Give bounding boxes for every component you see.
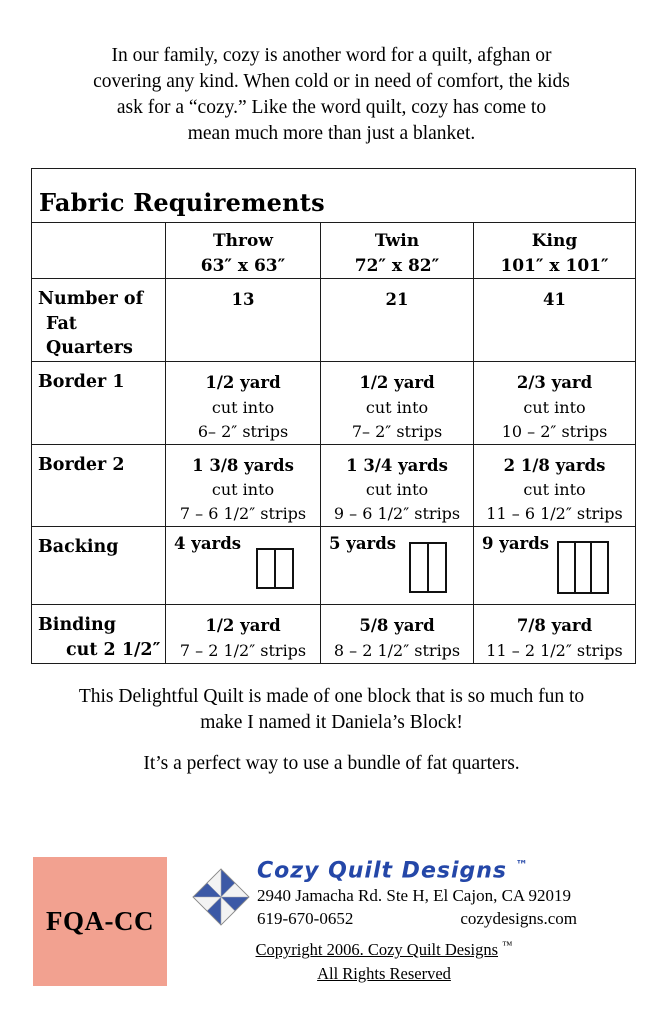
rights-text: All Rights Reserved: [317, 964, 451, 984]
header-twin: [321, 223, 474, 279]
description-line: This Delightful Quilt is made of one block that is so much fun to: [78, 686, 585, 707]
company-phone: 619-670-0652: [257, 909, 354, 929]
cut-into: cut into: [211, 397, 275, 417]
cut-into: cut into: [365, 480, 429, 500]
label-line: Number of: [38, 289, 144, 310]
yardage: 1/2 yard: [205, 372, 281, 392]
cut-into: cut into: [523, 480, 586, 500]
border1-twin: [321, 361, 474, 444]
backing-panel-diagram: [409, 542, 447, 593]
yardage: 1/2 yard: [205, 616, 281, 636]
border2-row: [32, 444, 636, 527]
border1-label: Border 1: [32, 361, 166, 444]
copyright-block: [191, 938, 577, 986]
yardage: 1/2 yard: [359, 372, 435, 392]
strips: 6– 2″ strips: [197, 421, 289, 441]
fabric-requirements-table: [31, 168, 636, 664]
intro-line: covering any kind. When cold or in need of comfort, the kids: [93, 70, 570, 92]
trademark-symbol: ™: [502, 940, 513, 952]
intro-line: ask for a “cozy.” Like the word quilt, cozy has come to: [116, 96, 547, 118]
label-line: cut 2 1/2″: [66, 639, 161, 660]
table-header-row: [32, 223, 636, 279]
description-line: make I named it Daniela’s Block!: [200, 712, 463, 734]
yardage: 1 3/8 yards: [192, 455, 294, 475]
header-empty-cell: [32, 223, 166, 279]
backing-panel-diagram: [256, 548, 294, 589]
yardage: 9 yards: [482, 534, 550, 554]
strips: 11 – 2 1/2″ strips: [486, 641, 623, 661]
value: 41: [543, 290, 566, 310]
fat-quarters-king: [474, 279, 636, 362]
intro-line: In our family, cozy is another word for a quilt, afghan or: [111, 45, 552, 66]
company-website: cozydesigns.com: [460, 909, 577, 929]
value: 13: [231, 290, 255, 310]
border1-king: [474, 361, 636, 444]
border2-twin: [321, 444, 474, 527]
label-line: Binding: [38, 615, 117, 636]
company-name: Cozy Quilt Designs ™: [257, 858, 528, 884]
company-address: 2940 Jamacha Rd. Ste H, El Cajon, CA 92019: [257, 886, 572, 906]
backing-twin: [321, 527, 474, 605]
header-king: [474, 223, 636, 279]
strips: 9 – 6 1/2″ strips: [333, 504, 461, 524]
border2-king: [474, 444, 636, 527]
strips: 7 – 2 1/2″ strips: [179, 641, 307, 661]
backing-label: Backing: [32, 527, 166, 605]
label-line: Fat Quarters: [46, 313, 133, 359]
binding-label: [32, 605, 166, 664]
copyright-text: Copyright 2006. Cozy Quilt Designs: [255, 940, 499, 960]
table-title-row: [32, 169, 636, 223]
backing-king: [474, 527, 636, 605]
border2-label: Border 2: [32, 444, 166, 527]
yardage: 2 1/8 yards: [503, 455, 606, 475]
border1-row: [32, 361, 636, 444]
intro-line: mean much more than just a blanket.: [187, 122, 476, 144]
border2-throw: [166, 444, 321, 527]
strips: 10 – 2″ strips: [501, 421, 608, 441]
fat-quarters-twin: [321, 279, 474, 362]
quilt-description: [20, 684, 643, 737]
border1-throw: [166, 361, 321, 444]
intro-paragraph: [20, 43, 643, 147]
column-size: 101″ x 101″: [500, 255, 609, 276]
fat-quarters-row: [32, 279, 636, 362]
header-throw: [166, 223, 321, 279]
strips: 7 – 6 1/2″ strips: [179, 504, 307, 524]
cut-into: cut into: [365, 397, 429, 417]
column-size: 72″ x 82″: [354, 255, 440, 276]
column-size: 63″ x 63″: [200, 255, 286, 276]
strips: 11 – 6 1/2″ strips: [486, 504, 623, 524]
table-title: Fabric Requirements: [32, 169, 636, 223]
backing-throw: [166, 527, 321, 605]
yardage: 4 yards: [174, 534, 242, 554]
column-name: Throw: [213, 231, 273, 251]
binding-king: [474, 605, 636, 664]
column-name: King: [531, 231, 578, 251]
value: 21: [385, 290, 409, 310]
cut-into: cut into: [523, 397, 586, 417]
yardage: 5/8 yard: [359, 616, 435, 636]
pattern-code-box: [33, 857, 167, 986]
fat-quarters-note: It’s a perfect way to use a bundle of fat quarters.: [143, 753, 520, 774]
yardage: 1 3/4 yards: [346, 455, 448, 475]
yardage: 5 yards: [329, 534, 397, 554]
trademark-symbol: ™: [515, 858, 528, 872]
strips: 7– 2″ strips: [351, 421, 443, 441]
binding-twin: [321, 605, 474, 664]
backing-panel-diagram: [557, 541, 609, 594]
binding-throw: [166, 605, 321, 664]
backing-row: [32, 527, 636, 605]
yardage: 2/3 yard: [516, 372, 593, 392]
cut-into: cut into: [211, 480, 275, 500]
binding-row: [32, 605, 636, 664]
fat-quarters-throw: [166, 279, 321, 362]
pinwheel-logo-icon: [191, 867, 251, 927]
yardage: 7/8 yard: [516, 616, 593, 636]
column-name: Twin: [374, 231, 420, 251]
strips: 8 – 2 1/2″ strips: [333, 641, 461, 661]
footer-company-block: [191, 858, 577, 986]
pattern-code: FQA-CC: [46, 906, 154, 936]
fat-quarters-label: [32, 279, 166, 362]
